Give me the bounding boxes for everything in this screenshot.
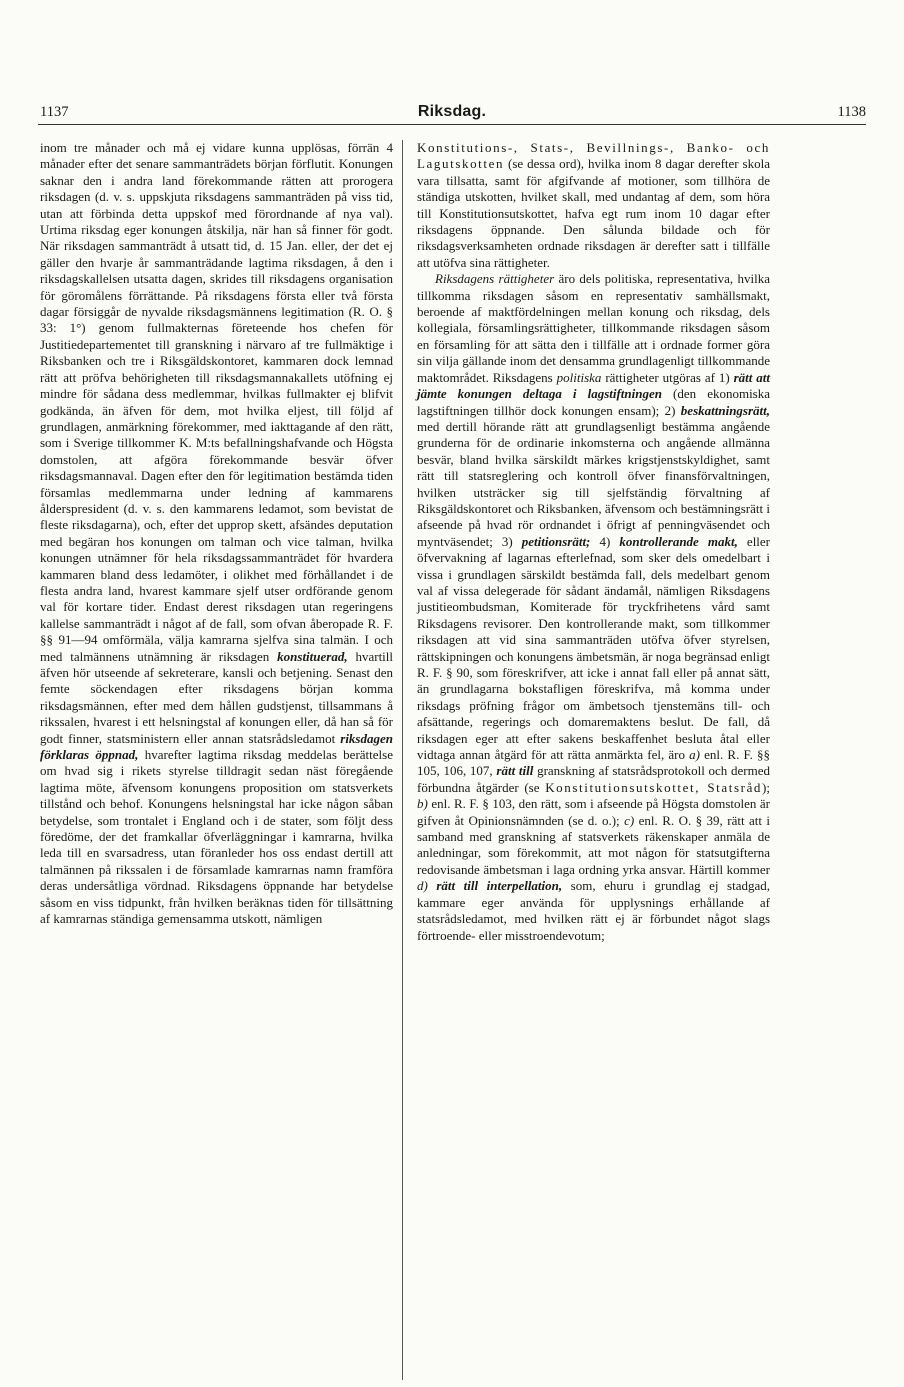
italic-kontrollerande: kontrollerande makt, — [619, 533, 738, 549]
italic-lagstiftning: rätt att jämte konungen deltaga i lagstiftningen — [417, 369, 771, 402]
italic-a: a) — [689, 747, 700, 763]
italic-d: d) — [417, 878, 428, 894]
italic-ratt-till: rätt till — [496, 763, 534, 779]
left-italic-1: konstituerad, — [277, 648, 348, 664]
right-text-2a: äro dels politiska, representativa, hvilka tillkomma riksdagen såsom en representativ samhällsmakt, beroende af maktfördelningen mellan konung och riksdag, dels kollegiala, församlingsrättigheter, tillkommande riksdagen såsom en församling för att sätta den i tillfälle att i ordnade former göra sin vilja gällande inom det densamma grundlagenligt tillkommande maktområdet. Riksdagens — [417, 271, 770, 385]
running-title: Riksdag. — [417, 103, 487, 120]
italic-petitionsratt: petitionsrätt; — [521, 533, 591, 549]
italic-beskattning: beskattningsrätt, — [680, 402, 771, 418]
right-text-2h: granskning af statsrådsprotokoll och dermed förbundna åtgärder (se — [417, 763, 771, 795]
right-text-2l: som, ehuru i grundlag ej stadgad, kammare eger använda för upplysnings erhållande af statsrådsledamot, med hvilken rätt ej är förbundet något slags förtroende- eller misstroendevotum; — [417, 878, 770, 943]
left-text-3: hvarefter lagtima riksdag meddelas berättelse om hvad sig i rikets styrelse tilldragit sedan näst föregående lagtima möte, äfvensom konungens proposition om statsverkets tillstånd och behof. Konungens helsningstal har icke någon såban betydelse, som trontalet i England och i de stater, som följt dess föredöme, der det framkallar öfverläggningar i kamrarna, hvilka leda till en svarsadress, utan föranleder hos oss endast dertill att talmännen på rikssalen i de församlade kamrarnas namn framföra deras undersåtliga vördnad. Riksdagens öppnande har betydelse såsom en viss tidpunkt, från hvilken beräknas tiden för tillsättning af kamrarnas ständiga gemensamma utskott, nämligen — [40, 747, 393, 927]
right-text-2b: rättigheter utgöras af 1) — [605, 369, 730, 385]
italic-politiska: politiska — [556, 369, 602, 385]
header-rule — [38, 124, 866, 125]
page-number-right: 1138 — [837, 104, 866, 120]
left-text-1: inom tre månader och må ej vidare kunna upplösas, förrän 4 månader efter det senare sammanträdets början förflutit. Konungen saknar den i andra land förekommande rätten att prorogera riksdagen (d. v. s. uppskjuta riksdagens sammanträden på viss tid, utan att förbinda detta uppskof med förordnande af nya val). Urtima riksdag eger konungen åtskilja, när han så finner för godt. När riksdagen sammanträdt å utsatt tid, d. 15 Jan. eller, der det ej gäller den hvarje år sammanträdande lagtima riksdagen, å den i riksdagskallelsen utsatta dagen, skrides till riksdagens organisation för göromålens förrättande. På riksdagens första eller två första dagar försiggår de nyvalde riksdagsmännens legitimation (R. O. § 33: 1°) genom fullmakternas företeende hos chefen för Justitiedepartementet till granskning i närvaro af tre fullmäktige i Riksbanken och tre i Riksgäldskontoret, kammaren dock lemnad rätt att pröfva behörigheten till riksdagsmannakallets utöfning ej mindre för sådana dess medlemmar, hvilkas fullmakter ej blifvit godkända, än äfven för dem, mot hvilka eljest, till följd af grundlagen, anmärkning förekommer, med iakttagande af den rätt, som i Sverige tillkommer K. M:ts befallningshafvande och Högsta domstolen, att afgöra förekommande besvär öfver riksdagsmannaval. Dagen efter den för legitimation bestämda tiden församlas medlemmarna under ledning af kammarens ålderspresident (d. v. s. den kammarens ledamot, som bevistat de fleste riksdagarna), och, efter det upprop skett, afsändes deputation med begäran hos konungen om talman och vice talman, hvilka konungen utnämner för hela riksdagssammanträdet för hvardera kammaren bland dess ledamöter, i olikhet med förhållandet i de flesta andra land, hvarest kammare sjelf utser ordförande genom val för kortare tider. Endast derest riksdagen utan regeringens kallelse sammanträdt i något af de fall, som ofvan åberopade R. F. §§ 91—94 omförmäla, välja kamrarna sjelfva sina talmän. I och med talmännens utnämning är riksdagen — [40, 140, 393, 664]
italic-interpellation: rätt till interpellation, — [436, 878, 563, 894]
running-header — [38, 100, 866, 126]
committee-names: Konstitutions-, Stats-, Bevillnings-, Banko- och Lagutskotten — [417, 140, 770, 172]
right-text-2k: enl. R. O. § 39, rätt att i samband med granskning af statsverkets räkenskaper anmäla de anledningar, som förekommit, att mot någon för statsutgifterna redovisande ämbetsman i laga ordning yrka ansvar. Härtill kommer — [417, 812, 771, 877]
right-text-1: (se dessa ord), hvilka inom 8 dagar derefter skola vara tillsatta, samt för afgifvande af motioner, som tillhöra de ständiga utskotten, hvilket skall, med undantag af dem, som höra till Konstitutionsutskottet, hafva egt rum inom 10 dagar efter riksdagens öppnande. Den sålunda bildade och för riksdagsverksamheten ordnade riksdagen är derefter satt i tillfälle att utöfva sina rättigheter. — [417, 156, 770, 270]
italic-b: b) — [417, 796, 428, 812]
spaced-konstitutionsutskottet: Konstitutionsutskottet, Statsråd — [545, 779, 763, 795]
right-text-2c: (den ekonomiska lagstiftningen tillhör dock konungen ensam); 2) — [417, 386, 771, 418]
right-text-2d: med dertill hörande rätt att grundlagsenligt bestämma angående grunderna för de ordinarie inkomsterna och angående allmänna besvär, bland hvilka särskildt märkes krigstjenstskyldighet, samt rätt till statsreglering och kontroll öfver finansförvaltningen, hvilken utsträcker sig till sjelfständig förvaltning af Riksgäldskontoret och Riksbanken, äfvensom och bestämningsrätt i afseende på hvad rör ordnandet i öfrigt af penningväsendet och myntväsendet; 3) — [417, 418, 770, 549]
left-italic-2: riksdagen förklaras öppnad, — [40, 730, 393, 763]
column-divider — [402, 140, 403, 1380]
rights-heading: Riksdagens rättigheter — [435, 271, 555, 287]
right-text-2i: ); — [762, 779, 770, 795]
right-paragraph-2 — [417, 271, 770, 944]
right-text-2e: 4) — [599, 533, 611, 549]
right-text-2g: enl. R. F. §§ 105, 106, 107, — [417, 747, 771, 779]
italic-c: c) — [624, 812, 635, 828]
page-number-left: 1137 — [40, 104, 69, 120]
left-text-2: hvartill äfven hör utseende af sekreterare, kansli och betjening. Senast den femte söckendagen efter riksdagens början komma riksdagsmännen, efter med dem hållen gudstjenst, tillsammans å rikssalen, hvarest i ett helsningstal af konungen eller, då han så för godt finner, statsministern eller annan statsrådsledamot — [40, 648, 394, 746]
right-text-2j: enl. R. F. § 103, den rätt, som i afseende på Högsta domstolen är gifven åt Opinionsnämnden (se d. o.); — [417, 796, 770, 828]
left-column — [40, 140, 393, 928]
right-text-2f: eller öfvervakning af lagarnas efterlefnad, som sker dels omedelbart i vissa i grundlagen särskildt bestämda fall, dels medelbart genom val af vissa delegerade för sådant ändamål, nämligen Riksdagens justitieombudsman, Komiterade för tryckfrihetens vård samt Riksdagens revisorer. Den kontrollerande makt, som tillkommer riksdagen att vid sina sammanträden utöfva öfver styrelsen, rättskipningen och konungens ämbetsmän, är noga begränsad enligt R. F. § 90, som föreskrifver, att icke i annat fall eller på annat sätt, än grundlagarna bokstafligen föreskrifva, må komma under riksdags pröfning frågor om ämbetsoch tjenstemäns till- och afsättande, regerings och domaremaktens beslut. De fall, då riksdagen eger att efter sakens beskaffenhet besluta åtal eller vidtaga annan åtgärd för att rätta anmärkta fel, äro — [417, 533, 771, 763]
right-column — [417, 140, 770, 944]
left-paragraph — [40, 140, 393, 928]
right-paragraph-1 — [417, 140, 770, 271]
